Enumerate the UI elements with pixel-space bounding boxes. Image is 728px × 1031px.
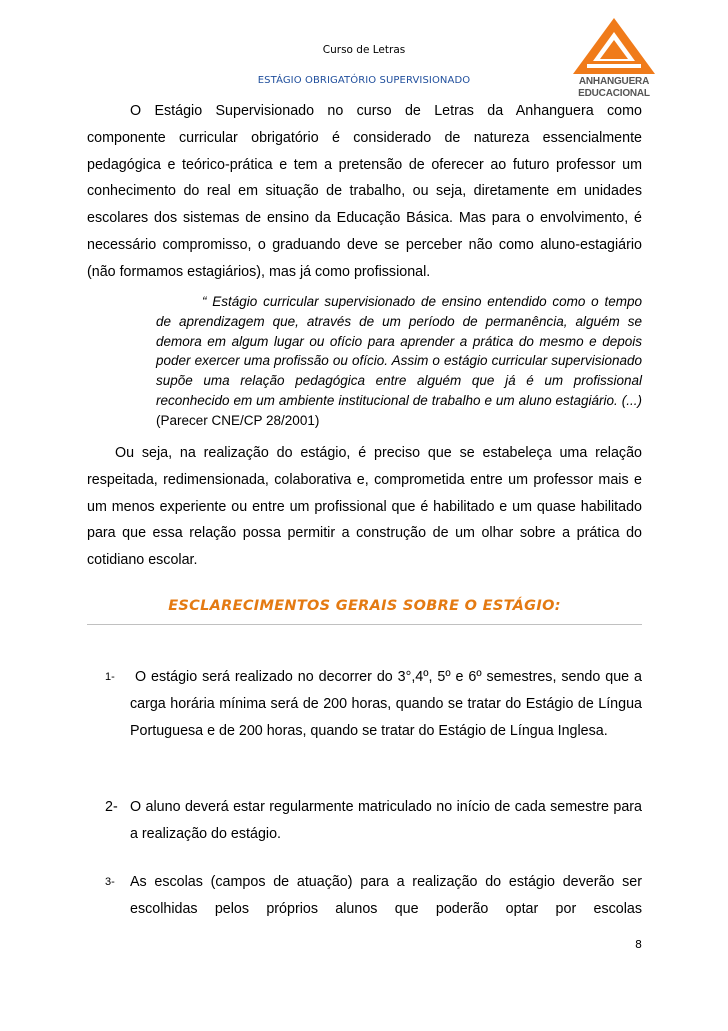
second-paragraph	[87, 440, 642, 574]
intro-first-line: O Estágio Supervisionado no curso de Letras da Anhanguera como	[130, 103, 642, 119]
anhanguera-logo	[573, 18, 655, 102]
list-item-number: 3-	[105, 876, 115, 888]
intro-paragraph	[87, 98, 642, 286]
list-item	[87, 664, 642, 744]
logo-text-line2: EDUCACIONAL	[578, 88, 650, 99]
list-item-text: As escolas (campos de atuação) para a realização do estágio deverão ser escolhidas pelos próprios alunos que poderão optar por escolas	[130, 874, 642, 917]
list-item-number: 2-	[105, 799, 118, 815]
intro-rest: componente curricular obrigatório é considerado de natureza essencialmente pedagógica e teórico-prática e tem a pretensão de oferecer ao futuro professor um conhecimento do real em situação de trabalho, ou seja, diretamente em unidades escolares dos sistemas de ensino da Educação Básica. Mas para o envolvimento, é necessário compromisso, o graduando deve se perceber não como aluno-estagiário (não formamos estagiários), mas já como profissional.	[87, 129, 642, 280]
header-course: Curso de Letras	[322, 44, 406, 56]
list-item	[87, 869, 642, 923]
triangle-logo-icon	[573, 18, 655, 76]
page-number: 8	[635, 938, 642, 951]
block-quote	[156, 292, 642, 431]
section-title: ESCLARECIMENTOS GERAIS SOBRE O ESTÁGIO:	[168, 598, 561, 614]
second-paragraph-text: Ou seja, na realização do estágio, é preciso que se estabeleça uma relação respeitada, redimensionada, colaborativa e, comprometida entre um professor mais e um menos experiente ou entre um profissional que é habilitado e um quase habilitado para que essa relação possa permitir a construção de um olhar sobre a prática do cotidiano escolar.	[87, 445, 642, 569]
list-item	[87, 794, 642, 848]
quote-text: “ Estágio curricular supervisionado de ensino entendido como o tempo de aprendizagem que, através de um período de permanência, alguém se demora em algum lugar ou ofício para aprender a prática do mesmo e depois poder exercer uma profissão ou ofício. Assim o estágio curricular supervisionado supõe uma relação pedagógica entre alguém que já é um profissional reconhecido em um ambiente institucional de trabalho e um aluno estagiário. (...)	[156, 294, 642, 408]
section-divider	[87, 624, 642, 625]
list-item-text: O estágio será realizado no decorrer do 3°,4º, 5º e 6º semestres, sendo que a carga horária mínima será de 200 horas, quando se tratar do Estágio de Língua Portuguesa e de 200 horas, quando se tratar do Estágio de Língua Inglesa.	[130, 669, 642, 739]
list-item-text: O aluno deverá estar regularmente matriculado no início de cada semestre para a realização do estágio.	[130, 799, 642, 842]
header-subtitle: ESTÁGIO OBRIGATÓRIO SUPERVISIONADO	[257, 75, 471, 86]
quote-source: (Parecer CNE/CP 28/2001)	[156, 412, 320, 428]
logo-text-line1: ANHANGUERA	[578, 76, 650, 87]
list-item-number: 1-	[105, 671, 115, 683]
